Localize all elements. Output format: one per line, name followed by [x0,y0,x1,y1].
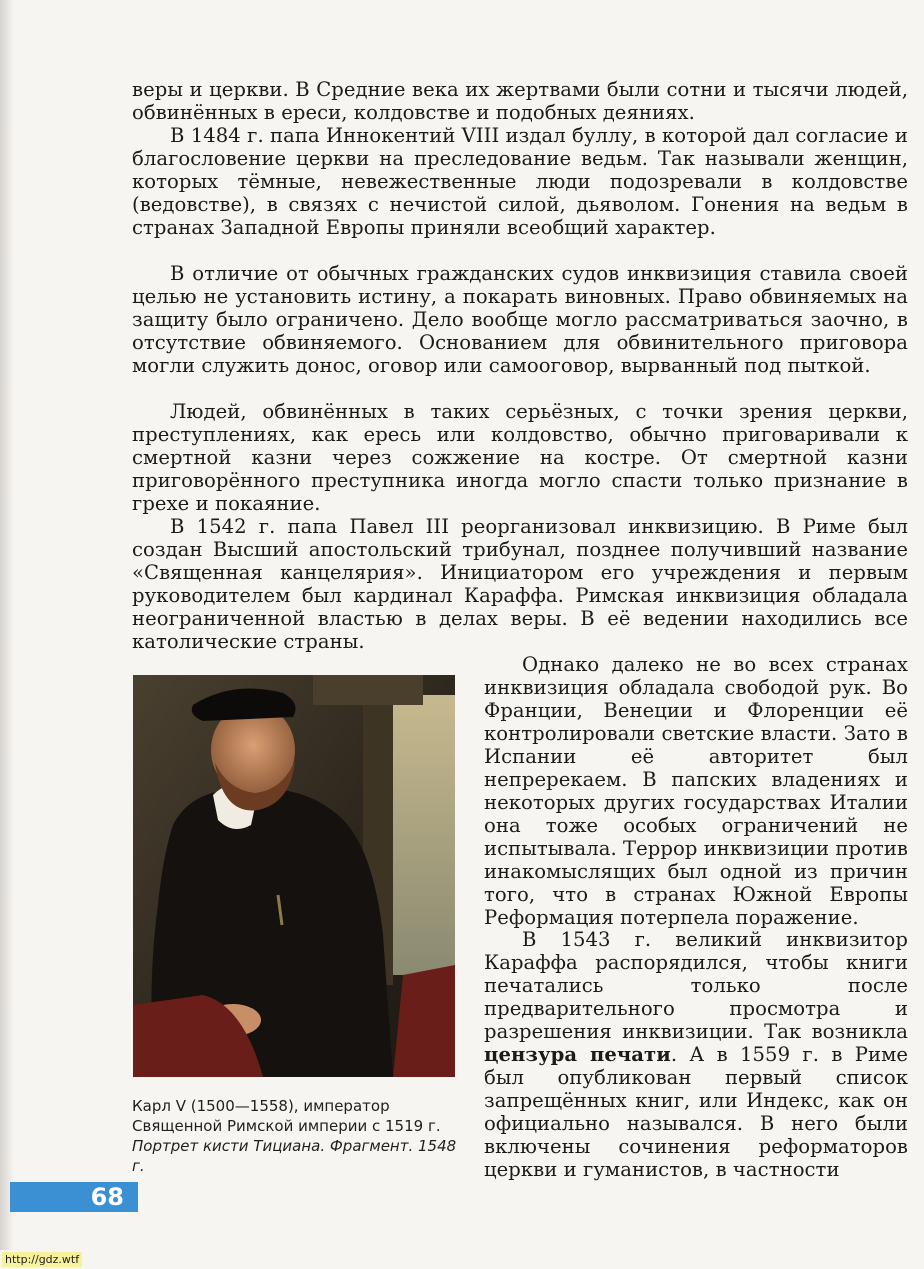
portrait-caption [132,1096,462,1176]
caption-text: Карл V (1500—1558), император Священной Римской империи с 1519 г. [132,1097,441,1135]
portrait-charles-v-image [133,675,455,1077]
censorship-text-start: В 1543 г. великий инквизитор Караффа распорядился, чтобы книги печатались только после предварительного просмотра и разрешения инквизиции. Так возникла [484,928,908,1043]
paragraph-censorship [484,928,908,1181]
paragraph-inquisition-freedom: Однако далеко не во всех странах инквизиция обладала свободой рук. Во Франции, Венеции и Флоренции её контролировали светские власти. Зато в Испании её авторитет был непререкаем. В папских владениях и некоторых других государствах Италии она тоже особых ограничений не испытывала. Террор инквизиции против инакомыслящих был одной из причин того, что в странах Южной Европы Реформация потерпела поражение. [484,653,909,929]
paragraph-witch-bull: В 1484 г. папа Иннокентий VIII издал буллу, в которой дал согласие и благословение церкви на преследование ведьм. Так называли женщин, которых тёмные, невежественные люди подозревали в колдовстве (ведовстве), в связях с нечистой силой, дьяволом. Гонения на ведьм в странах Западной Европы приняли всеобщий характер. [132,124,908,239]
caption-source: Портрет кисти Тициана. Фрагмент. 1548 г. [132,1137,457,1175]
page-edge-shadow [0,0,14,1250]
paragraph-continuation: веры и церкви. В Средние века их жертвами были сотни и тысячи людей, обвинённых в ереси, колдовстве и подобных деяниях. [132,78,908,124]
censorship-term: цензура печати [484,1043,671,1066]
watermark-link[interactable]: http://gdz.wtf [2,1252,82,1267]
paragraph-inquisition-courts: В отличие от обычных гражданских судов инквизиция ставила своей целью не установить истину, а покарать виновных. Право обвиняемых на защиту было ограничено. Дело вообще могло рассматриваться заочно, в отсутствие обвиняемого. Основанием для обвинительного приговора могли служить донос, оговор или самооговор, вырванный под пыткой. [132,262,908,377]
paragraph-death-penalty: Людей, обвинённых в таких серьёзных, с точки зрения церкви, преступлениях, как ересь или колдовство, обычно приговаривали к смертной казни через сожжение на костре. От смертной казни приговорённого преступника иногда могло спасти только признание в грехе и покаяние. [132,400,908,515]
censorship-text-end: . А в 1559 г. в Риме был опубликован первый список запрещённых книг, или Индекс, как он официально назывался. В него были включены сочинения реформаторов церкви и гуманистов, в частности [484,1043,909,1181]
page-number: 68 [90,1183,124,1211]
page-number-badge [10,1182,138,1212]
paragraph-holy-office: В 1542 г. папа Павел III реорганизовал инквизицию. В Риме был создан Высший апостольский трибунал, позднее получивший название «Священная канцелярия». Инициатором его учреждения и первым руководителем был кардинал Караффа. Римская инквизиция обладала неограниченной властью в делах веры. В её ведении находились все католические страны. [132,515,908,653]
